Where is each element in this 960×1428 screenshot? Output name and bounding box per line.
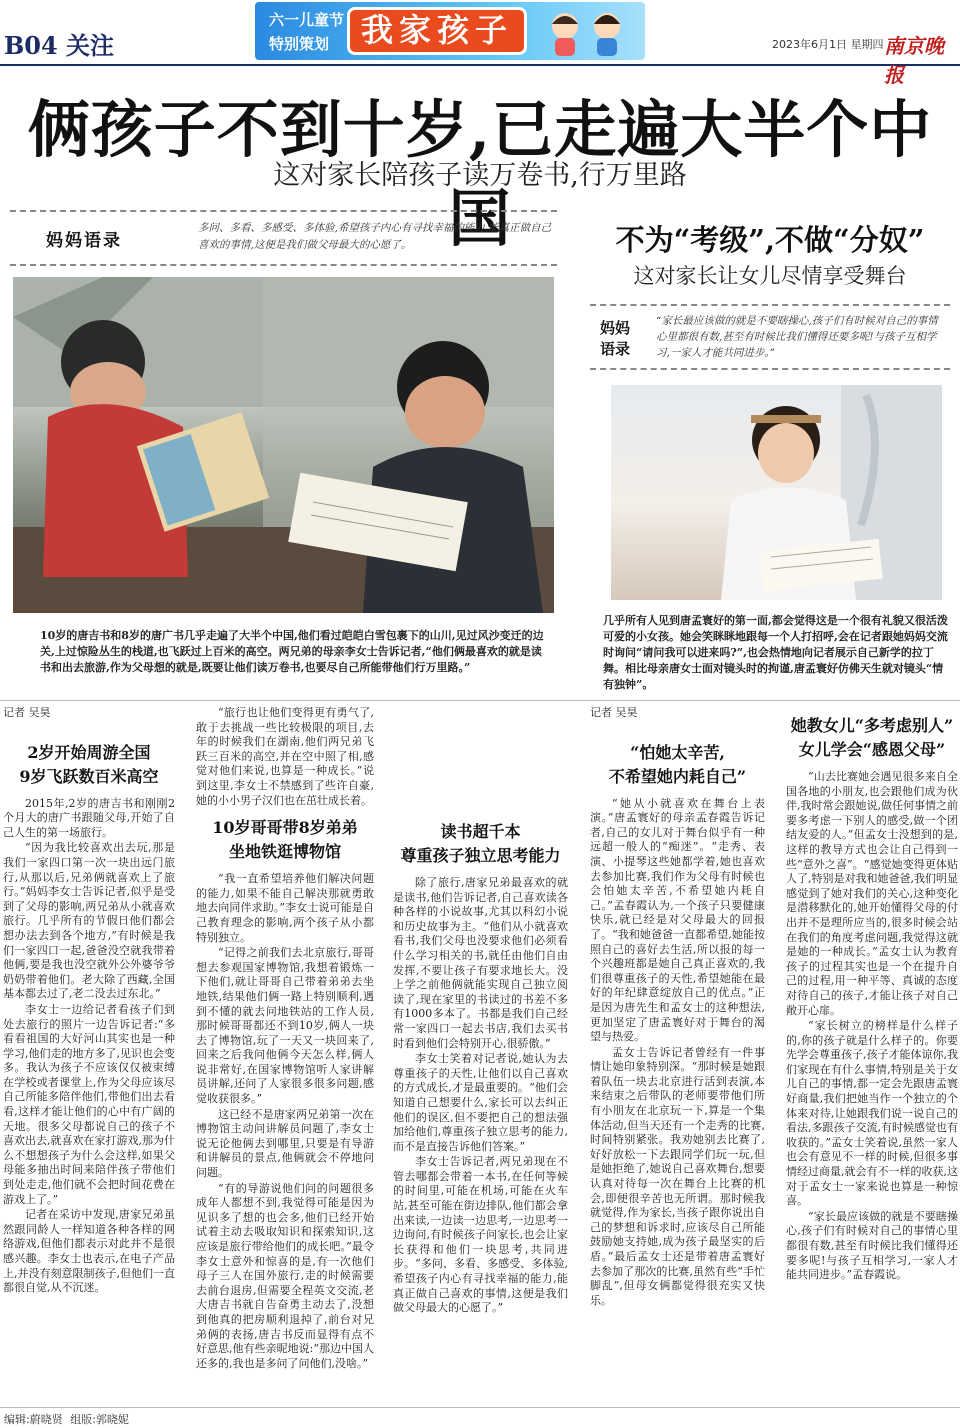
byline: 记者 吴昊 bbox=[3, 706, 51, 719]
quote-box-left bbox=[10, 210, 557, 266]
paragraph: “旅行也让他们变得更有勇气了,敢于去挑战一些比较极限的项目,去年的时候我们在湖南,他们两兄弟飞跃三百米的高空,并在空中照了相,感觉对他们来说,也算是一种成长。”说到这里,李女士不禁感到了些许自豪,她的小小男子汉们也在茁壮成长着。 bbox=[196, 706, 374, 807]
quote-text: 多问、多看、多感受、多体验,希望孩子内心有寻找幸福的能力,能真正做自己喜欢的事情,这便是我们做父母最大的心愿了。 bbox=[198, 222, 552, 251]
paragraph: “她从小就喜欢在舞台上表演。”唐孟寰好的母亲孟春霞告诉记者,自己的女儿对于舞台似乎有一种远超一般人的“痴迷”。“走秀、表演、小提琴这些她都学着,她也喜欢去参加比赛,我们作为父母有时候也会怕她太辛苦,不希望她内耗自己。”孟春霞认为,一个孩子只要健康快乐,就已经是对父母最大的回报了。“我和她爸爸一直都希望,她能按照自己的喜好去生活,所以报的每一个兴趣班都是她自己真正喜欢的,我们很尊重孩子的天性,希望她能在最好的年纪肆意绽放自己的优点。”正是因为唐先生和孟女士的这种想法,更加坚定了唐孟寰好对于舞台的渴望与热爱。 bbox=[590, 796, 765, 1044]
section-heading: “怕她太辛苦, 不希望她内耗自己” bbox=[608, 742, 747, 786]
page-headline: 俩孩子不到十岁,已走遍大半个中国 bbox=[27, 93, 933, 255]
paragraph: 李女士一边给记者看孩子们到处去旅行的照片一边告诉记者:“多看看祖国的大好河山其实也是一种学习,他们走的地方多了,见识也会变多。我认为孩子不应该仅仅被束缚在学校或者课堂上,作为父母应该尽自己所能多陪伴他们,带他们出去看看,这样才能让他们的心中有广阔的天地。很多父母都说自己的孩子不喜欢出去,就喜欢在家打游戏,那为什么不想想孩子为什么会这样,如果父母能多抽出时间来陪伴孩子带他们到处走走,他们就不会把时间花费在游戏上了。” bbox=[3, 1002, 175, 1206]
byline: 记者 吴昊 bbox=[590, 706, 638, 719]
article-column bbox=[393, 812, 568, 1317]
quote-label: 妈妈语录 bbox=[46, 231, 122, 251]
photo-illustration bbox=[13, 277, 554, 613]
article-column bbox=[786, 706, 958, 1284]
section-heading: 她教女儿“多考虑别人” 女儿学会“感恩父母” bbox=[790, 716, 954, 759]
sub-story-title: 不为“考级”,不做“分奴” bbox=[615, 223, 925, 257]
layout-credit: 组版:郭晓妮 bbox=[70, 1413, 129, 1426]
article-column bbox=[590, 706, 765, 1309]
paragraph: “有的导游说他们问的问题很多成年人都想不到,我觉得可能是因为见识多了想的也会多,他们已经开始试着主动去吸取知识和探索知识,这应该是旅行带给他们的成长吧。”最令李女士意外和惊喜的是,有一次他们母子三人在国外旅行,走的时候需要去前台退房,但需要全程英文交流,老大唐吉书就自告奋勇主动去了,没想到他真的把房顺利退掉了,前台对兄弟俩的表扬,唐吉书反而显得有点不好意思,他有些亲昵地说:“那边中国人还多的,我也是多问了问他们,没啥。” bbox=[196, 1181, 374, 1370]
page-header bbox=[0, 0, 960, 87]
paragraph: 孟女士告诉记者曾经有一件事情让她印象特别深。“那时候是她跟着队伍一块去北京进行活到表演,本来结束之后带队的老师要带他们所有小朋友在北京玩一下,算是一个集体活动,但当天还有一个走秀的比赛,时间特别紧张。我劝她别去比赛了,好好放松一下去跟同学们玩一玩,但是她拒绝了,她说自己喜欢舞台,想要认真对待每一次在舞台上比赛的机会,即便很辛苦也无所谓。那时候我就觉得,作为家长,当孩子跟你说出自己的梦想和诉求时,应该尽自己所能鼓励她支持她,成为孩子最坚实的后盾。”最后孟女士还是带着唐孟寰好去参加了那次的比赛,虽然有些“手忙脚乱”,但母女俩都觉得很充实又快乐。 bbox=[590, 1045, 765, 1307]
page-subheadline: 这对家长陪孩子读万卷书,行万里路 bbox=[273, 160, 687, 191]
section-heading: 10岁哥哥带8岁弟弟 坐地铁逛博物馆 bbox=[212, 818, 358, 862]
section-heading: 2岁开始周游全国 9岁飞跃数百米高空 bbox=[19, 742, 159, 786]
photo-brothers-reading bbox=[13, 277, 554, 613]
newspaper-logo: 南京晚报 bbox=[884, 34, 944, 87]
article-column bbox=[3, 706, 175, 1297]
series-title: 我家孩子 bbox=[347, 7, 527, 55]
section-heading: 读书超千本 尊重孩子独立思考能力 bbox=[400, 822, 561, 865]
quote-box-right bbox=[590, 304, 950, 370]
paragraph: 除了旅行,唐家兄弟最喜欢的就是读书,他们告诉记者,自己喜欢读各种各样的小说故事,尤其以科幻小说和历史故事为主。“他们从小就喜欢看书,我们父母也没要求他们必须看什么学习相关的书,就任由他们自由发挥,不要让孩子有要求地长大。没上学之前他俩就能实现自己独立阅读了,现在家里的书读过的书差不多有1000多本了。书都是我们自己经常一家四口一起去书店,我们去买书时看到他们会特别开心,很骄傲。” bbox=[393, 876, 568, 1050]
quote-text: “家长最应该做的就是不要瞎操心,孩子们有时候对自己的事情心里都很有数,甚至有时候比我们懂得还要多呢!与孩子互相学习,一家人才能共同进步。” bbox=[656, 315, 938, 359]
cartoon-kids-illustration bbox=[541, 6, 635, 56]
paragraph: 2015年,2岁的唐吉书和刚刚2个月大的唐广书跟随父母,开始了自己人生的第一场旅行。 bbox=[3, 796, 175, 839]
photo-caption-left: 10岁的唐吉书和8岁的唐广书几乎走遍了大半个中国,他们看过皑皑白雪包裹下的山川,见过风沙变迁的边关,上过惊险丛生的栈道,也飞跃过上百米的高空。两兄弟的母亲李女士告诉记者,“他们俩最喜欢的就是读书和出去旅游,作为父母想的就是,既要让他们读万卷书,也要尽自己所能带他们行万里路。” bbox=[40, 629, 544, 674]
paragraph: “家长最应该做的就是不要瞎操心,孩子们有时候对自己的事情心里都很有数,甚至有时候比我们懂得还要多呢!与孩子互相学习,一家人才能共同进步。”孟春霞说。 bbox=[786, 1209, 958, 1282]
photo-girl-reading bbox=[611, 385, 942, 600]
paragraph: “记得之前我们去北京旅行,哥哥想去参观国家博物馆,我想着锻炼一下他们,就让哥哥自己带着弟弟去坐地铁,结果他们俩一路上特别顺利,遇到不懂的就去问地铁站的工作人员,那时候哥哥都还不到10岁,俩人一块去了博物馆,玩了一天又一块回来了,回来之后我问他俩今天怎么样,俩人说非常好,在国家博物馆听人家讲解员讲解,还问了人家很多很多问题,感觉收获很多。” bbox=[196, 946, 374, 1106]
issue-date: 2023年6月1日 星期四 bbox=[772, 38, 884, 51]
article-column bbox=[196, 706, 374, 1372]
page-footer bbox=[0, 1407, 960, 1427]
paragraph: “因为我比较喜欢出去玩,那是我们一家四口第一次一块出远门旅行,从那以后,兄弟俩就喜欢上了旅行。”妈妈李女士告诉记者,似乎是受到了父母的影响,两兄弟从小就喜欢旅行。几乎所有的节假日他们都会想办法去到各个地方,“有时候是我们一家四口一起,爸爸没空就我带着他俩,要是我也没空就外公外婆爷爷奶奶带着他们。老大除了西藏,全国基本都去过了,老二没去过东北。” bbox=[3, 841, 175, 1001]
photo-illustration bbox=[611, 385, 942, 600]
paragraph: “家长树立的榜样是什么样子的,你的孩子就是什么样子的。你要先学会尊重孩子,孩子才能体谅你,我们家现在有什么事情,特别是关于女儿自己的事情,都一定会先跟唐孟寰好商量,我们把她当作一个独立的个体来对待,让她跟我们说一说自己的看法,多跟孩子交流,有时候感觉也有收获的。”孟女士笑着说,虽然一家人也会有意见不一样的时候,但很多事情经过商量,就会有不一样的收获,这对于孟女士一家来说也算是一种惊喜。 bbox=[786, 1019, 958, 1208]
page-label: B04 关注 bbox=[4, 31, 115, 60]
banner-tag: 六一儿童节 bbox=[269, 11, 345, 29]
quote-label: 妈妈语录 bbox=[600, 319, 631, 358]
paragraph: 李女士笑着对记者说,她认为去尊重孩子的天性,让他们以自己喜欢的方式成长,才是最重要的。“他们会知道自己想要什么,家长可以去纠正他们的误区,但不要把自己的想法强加给他们,尊重孩子独立思考的能力,而不是直接告诉他们答案。” bbox=[393, 1052, 568, 1153]
paragraph: 李女士告诉记者,两兄弟现在不管去哪都会带着一本书,在任何等候的时间里,可能在机场,可能在火车站,甚至可能在街边排队,他们都会拿出来读,一边读一边思考,一边思考一边询问,有时候孩子问家长,也会让家长获得和他们一块思考,共同进步。“多问、多看、多感受、多体验,希望孩子内心有寻找幸福的能力,能真正做自己喜欢的事情,这便是我们做父母最大的心愿了。” bbox=[393, 1155, 568, 1315]
section-divider bbox=[0, 700, 960, 701]
paragraph: “山去比赛她会遇见很多来自全国各地的小朋友,也会跟他们成为伙伴,我时常会跟她说,做任何事情之前要多考虑一下别人的感受,做一个团结友爱的人。”但孟女士没想到的是,这样的教导方式也会让自己得到一些“意外之喜”。“感觉她变得更体贴人了,特别是对我和她爸爸,我们明显感觉到了她对我们的关心,这种变化是潜移默化的,她开始懂得父母的付出并不是理所应当的,很多时候会站在我们的角度考虑问题,我觉得这就是她的一种成长。”孟女士认为教育孩子的过程其实也是一个在提升自己的过程,用一种平等、真诚的态度对待自己的孩子,才能让孩子对自己敞开心扉。 bbox=[786, 770, 958, 1017]
paragraph: 记者在采访中发现,唐家兄弟虽然跟同龄人一样知道各种各样的网络游戏,但他们都表示对此并不是很感兴趣。李女士也表示,在电子产品上,并没有刻意限制孩子,但他们一直都很自觉,从不沉迷。 bbox=[3, 1208, 175, 1295]
photo-caption-right: 几乎所有人见到唐孟寰好的第一面,都会觉得这是一个很有礼貌又很活泼可爱的小女孩。她会笑眯眯地跟每一个人打招呼,会在记者跟她妈妈交流时询问“请问我可以进来吗?”,也会热情地向记者展示自己新学的拉丁舞。相比母亲唐女士面对镜头时的拘谨,唐孟寰好仿佛天生就对镜头“情有独钟”。 bbox=[603, 614, 948, 691]
paragraph: “我一直希望培养他们解决问题的能力,如果不能自己解决那就勇敢地去向同伴求助。”李女士说可能是自己教育理念的影响,两个孩子从小都特别独立。 bbox=[196, 872, 374, 944]
paragraph: 这已经不是唐家两兄弟第一次在博物馆主动问讲解员问题了,李女士说无论他俩去到哪里,只要是有导游和讲解员的景点,他俩就会不停地问问题。 bbox=[196, 1107, 374, 1180]
sub-story-subtitle: 这对家长让女儿尽情享受舞台 bbox=[633, 264, 907, 288]
editor-credit: 编辑:蔚晓贤 bbox=[4, 1413, 63, 1426]
banner-tag: 特别策划 bbox=[269, 35, 330, 53]
series-banner bbox=[255, 2, 645, 60]
